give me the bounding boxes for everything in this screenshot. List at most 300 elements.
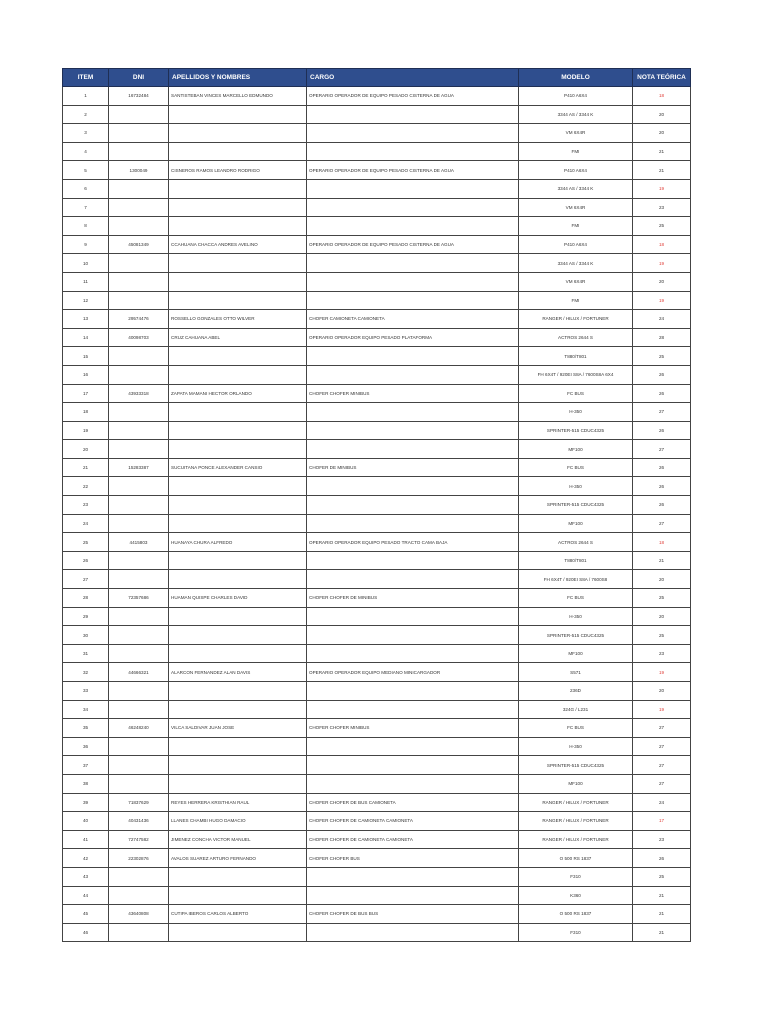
nota-cell: 27	[633, 756, 691, 775]
name-cell: ZAPATA MAMANI HECTOR ORLANDO	[169, 384, 307, 403]
table-body	[63, 87, 691, 942]
nota-cell: 23	[633, 644, 691, 663]
modelo-cell: RANGER / HILUX / FORTUNER	[519, 812, 633, 831]
nota-cell: 25	[633, 626, 691, 645]
name-cell: HUANAYA CHURA ALFREDO	[169, 533, 307, 552]
item-cell: 23	[63, 496, 109, 515]
table-row	[63, 793, 691, 812]
name-cell	[169, 867, 307, 886]
nota-cell: 25	[633, 867, 691, 886]
table-row	[63, 198, 691, 217]
dni-cell: 22302876	[109, 849, 169, 868]
dni-cell: 72747582	[109, 830, 169, 849]
nota-cell: 26	[633, 365, 691, 384]
nota-cell: 27	[633, 440, 691, 459]
table-row	[63, 217, 691, 236]
nota-cell: 25	[633, 217, 691, 236]
name-cell: ROSSELLO GONZALES OTTO WILVER	[169, 310, 307, 329]
item-cell: 3	[63, 124, 109, 143]
nota-cell: 25	[633, 589, 691, 608]
modelo-cell: FC BUS	[519, 719, 633, 738]
cargo-cell: OPERARIO OPERADOR DE EQUIPO PESADO CISTERNA DE AGUA	[307, 87, 519, 106]
name-cell: SANTISTEBAN VINCES MARCELLO EDMUNDO	[169, 87, 307, 106]
cargo-cell	[307, 514, 519, 533]
nota-cell: 20	[633, 607, 691, 626]
item-cell: 15	[63, 347, 109, 366]
item-cell: 38	[63, 774, 109, 793]
name-cell: CCAHUANA CHACCA ANDRES AVELINO	[169, 235, 307, 254]
dni-cell	[109, 644, 169, 663]
modelo-cell: 324G / L231	[519, 700, 633, 719]
name-cell	[169, 124, 307, 143]
cargo-cell: CHOFER CHOFER DE CAMIONETA CAMIONETA	[307, 812, 519, 831]
header-nota: NOTA TEÓRICA	[633, 69, 691, 87]
nota-cell: 20	[633, 682, 691, 701]
header-nombres: APELLIDOS Y NOMBRES	[169, 69, 307, 87]
modelo-cell: H-350	[519, 403, 633, 422]
table-row	[63, 421, 691, 440]
nota-cell: 18	[633, 533, 691, 552]
table-row	[63, 291, 691, 310]
dni-cell	[109, 700, 169, 719]
modelo-cell: MF100	[519, 440, 633, 459]
dni-cell	[109, 886, 169, 905]
table-row	[63, 403, 691, 422]
item-cell: 37	[63, 756, 109, 775]
dni-cell: 72357686	[109, 589, 169, 608]
modelo-cell: FH 6X4T / 920EI S8A / 7600S8	[519, 570, 633, 589]
dni-cell	[109, 179, 169, 198]
table-row	[63, 533, 691, 552]
cargo-cell	[307, 124, 519, 143]
table-row	[63, 179, 691, 198]
dni-cell	[109, 142, 169, 161]
name-cell	[169, 142, 307, 161]
cargo-cell	[307, 347, 519, 366]
nota-cell: 19	[633, 663, 691, 682]
cargo-cell	[307, 644, 519, 663]
dni-cell	[109, 105, 169, 124]
cargo-cell: OPERARIO OPERADOR DE EQUIPO PESADO CISTERNA DE AGUA	[307, 161, 519, 180]
cargo-cell	[307, 496, 519, 515]
modelo-cell: 3344 AS / 3344 K	[519, 254, 633, 273]
item-cell: 44	[63, 886, 109, 905]
nota-cell: 21	[633, 551, 691, 570]
nota-cell: 18	[633, 87, 691, 106]
dni-cell	[109, 477, 169, 496]
modelo-cell: FC BUS	[519, 458, 633, 477]
cargo-cell	[307, 421, 519, 440]
dni-cell: 15283387	[109, 458, 169, 477]
item-cell: 29	[63, 607, 109, 626]
modelo-cell: VM 6X4R	[519, 198, 633, 217]
name-cell	[169, 496, 307, 515]
item-cell: 18	[63, 403, 109, 422]
name-cell	[169, 756, 307, 775]
name-cell	[169, 607, 307, 626]
table-row	[63, 105, 691, 124]
dni-cell	[109, 570, 169, 589]
cargo-cell: CHOFER CHOFER MINIBUS	[307, 384, 519, 403]
item-cell: 36	[63, 737, 109, 756]
item-cell: 19	[63, 421, 109, 440]
nota-cell: 20	[633, 570, 691, 589]
item-cell: 42	[63, 849, 109, 868]
item-cell: 5	[63, 161, 109, 180]
modelo-cell: 3344 AS / 3344 K	[519, 105, 633, 124]
nota-cell: 20	[633, 272, 691, 291]
table-row	[63, 328, 691, 347]
nota-cell: 27	[633, 774, 691, 793]
modelo-cell: O 500 RS 1837	[519, 905, 633, 924]
table-row	[63, 663, 691, 682]
dni-cell	[109, 626, 169, 645]
name-cell	[169, 923, 307, 942]
modelo-cell: FH 6X4T / 920EI S8A / 7600S8A 6X4	[519, 365, 633, 384]
cargo-cell	[307, 365, 519, 384]
cargo-cell	[307, 626, 519, 645]
table-row	[63, 923, 691, 942]
modelo-cell: SPRINTER-515 CDUC4325	[519, 756, 633, 775]
item-cell: 35	[63, 719, 109, 738]
nota-cell: 21	[633, 161, 691, 180]
dni-cell: 46248240	[109, 719, 169, 738]
dni-cell	[109, 867, 169, 886]
item-cell: 11	[63, 272, 109, 291]
modelo-cell: T880/T801	[519, 551, 633, 570]
cargo-cell	[307, 272, 519, 291]
dni-cell	[109, 365, 169, 384]
table-row	[63, 905, 691, 924]
cargo-cell	[307, 179, 519, 198]
table-row	[63, 886, 691, 905]
table-row	[63, 589, 691, 608]
modelo-cell: O 500 RS 1837	[519, 849, 633, 868]
name-cell	[169, 514, 307, 533]
table-row	[63, 365, 691, 384]
results-sheet	[62, 68, 690, 942]
modelo-cell: RANGER / HILUX / FORTUNER	[519, 793, 633, 812]
cargo-cell	[307, 570, 519, 589]
nota-cell: 23	[633, 198, 691, 217]
cargo-cell	[307, 291, 519, 310]
nota-cell: 25	[633, 347, 691, 366]
dni-cell: 45081349	[109, 235, 169, 254]
modelo-cell: K360	[519, 886, 633, 905]
table-row	[63, 830, 691, 849]
cargo-cell: CHOFER CAMIONETA CAMIONETA	[307, 310, 519, 329]
cargo-cell	[307, 142, 519, 161]
modelo-cell: T880/T801	[519, 347, 633, 366]
modelo-cell: ACTROS 2644 S	[519, 533, 633, 552]
table-row	[63, 867, 691, 886]
item-cell: 12	[63, 291, 109, 310]
nota-cell: 21	[633, 923, 691, 942]
nota-cell: 26	[633, 421, 691, 440]
item-cell: 31	[63, 644, 109, 663]
cargo-cell	[307, 737, 519, 756]
item-cell: 4	[63, 142, 109, 161]
modelo-cell: FC BUS	[519, 589, 633, 608]
dni-cell	[109, 291, 169, 310]
name-cell: JIMENEZ CONCHA VICTOR MANUEL	[169, 830, 307, 849]
item-cell: 32	[63, 663, 109, 682]
item-cell: 26	[63, 551, 109, 570]
table-row	[63, 496, 691, 515]
name-cell	[169, 105, 307, 124]
name-cell	[169, 217, 307, 236]
modelo-cell: FMI	[519, 217, 633, 236]
dni-cell	[109, 496, 169, 515]
name-cell	[169, 644, 307, 663]
cargo-cell: CHOFER CHOFER DE BUS CAMIONETA	[307, 793, 519, 812]
cargo-cell: OPERARIO OPERADOR EQUIPO PESADO TRACTO CAMA BAJA	[307, 533, 519, 552]
name-cell	[169, 254, 307, 273]
item-cell: 25	[63, 533, 109, 552]
cargo-cell	[307, 756, 519, 775]
name-cell	[169, 440, 307, 459]
dni-cell	[109, 254, 169, 273]
dni-cell	[109, 217, 169, 236]
modelo-cell: S571	[519, 663, 633, 682]
modelo-cell: F310	[519, 867, 633, 886]
name-cell	[169, 682, 307, 701]
dni-cell	[109, 737, 169, 756]
item-cell: 41	[63, 830, 109, 849]
nota-cell: 19	[633, 700, 691, 719]
cargo-cell	[307, 867, 519, 886]
name-cell	[169, 774, 307, 793]
item-cell: 7	[63, 198, 109, 217]
nota-cell: 20	[633, 124, 691, 143]
dni-cell: 40431436	[109, 812, 169, 831]
header-dni: DNI	[109, 69, 169, 87]
table-row	[63, 161, 691, 180]
modelo-cell: VM 6X4R	[519, 272, 633, 291]
item-cell: 28	[63, 589, 109, 608]
item-cell: 45	[63, 905, 109, 924]
table-row	[63, 607, 691, 626]
modelo-cell: F310	[519, 923, 633, 942]
nota-cell: 24	[633, 793, 691, 812]
table-row	[63, 719, 691, 738]
item-cell: 34	[63, 700, 109, 719]
modelo-cell: H-350	[519, 477, 633, 496]
table-row	[63, 756, 691, 775]
dni-cell	[109, 421, 169, 440]
header-item: ITEM	[63, 69, 109, 87]
table-row	[63, 737, 691, 756]
item-cell: 40	[63, 812, 109, 831]
nota-cell: 21	[633, 905, 691, 924]
nota-cell: 23	[633, 830, 691, 849]
dni-cell	[109, 551, 169, 570]
name-cell	[169, 179, 307, 198]
nota-cell: 24	[633, 310, 691, 329]
name-cell	[169, 700, 307, 719]
nota-cell: 26	[633, 849, 691, 868]
modelo-cell: ACTROS 2644 S	[519, 328, 633, 347]
name-cell: AVALOS SUAREZ ARTURO FERNANDO	[169, 849, 307, 868]
dni-cell: 44666321	[109, 663, 169, 682]
cargo-cell: CHOFER CHOFER DE BUS BUS	[307, 905, 519, 924]
name-cell	[169, 347, 307, 366]
modelo-cell: RANGER / HILUX / FORTUNER	[519, 830, 633, 849]
cargo-cell: OPERARIO OPERADOR EQUIPO MEDIANO MINICARGADOR	[307, 663, 519, 682]
name-cell: CRUZ CAHUANA ABEL	[169, 328, 307, 347]
header-cargo: CARGO	[307, 69, 519, 87]
nota-cell: 27	[633, 514, 691, 533]
cargo-cell	[307, 607, 519, 626]
table-row	[63, 849, 691, 868]
name-cell	[169, 291, 307, 310]
nota-cell: 19	[633, 291, 691, 310]
item-cell: 8	[63, 217, 109, 236]
nota-cell: 17	[633, 812, 691, 831]
item-cell: 9	[63, 235, 109, 254]
item-cell: 39	[63, 793, 109, 812]
nota-cell: 26	[633, 458, 691, 477]
item-cell: 16	[63, 365, 109, 384]
nota-cell: 18	[633, 235, 691, 254]
table-row	[63, 142, 691, 161]
item-cell: 24	[63, 514, 109, 533]
results-table	[62, 68, 691, 942]
table-row	[63, 644, 691, 663]
modelo-cell: SPRINTER-515 CDUC4325	[519, 626, 633, 645]
item-cell: 2	[63, 105, 109, 124]
cargo-cell	[307, 700, 519, 719]
table-row	[63, 124, 691, 143]
name-cell	[169, 403, 307, 422]
modelo-cell: VM 6X4R	[519, 124, 633, 143]
dni-cell	[109, 403, 169, 422]
header-modelo: MODELO	[519, 69, 633, 87]
dni-cell	[109, 514, 169, 533]
name-cell	[169, 198, 307, 217]
nota-cell: 19	[633, 179, 691, 198]
name-cell: REYES HERRERA KRISTHIAN RAUL	[169, 793, 307, 812]
nota-cell: 21	[633, 886, 691, 905]
modelo-cell: MF100	[519, 644, 633, 663]
modelo-cell: H-350	[519, 607, 633, 626]
name-cell	[169, 626, 307, 645]
dni-cell: 43933318	[109, 384, 169, 403]
table-row	[63, 514, 691, 533]
name-cell	[169, 365, 307, 384]
modelo-cell: P410 A6X4	[519, 161, 633, 180]
table-row	[63, 570, 691, 589]
modelo-cell: P410 A6X4	[519, 235, 633, 254]
dni-cell	[109, 347, 169, 366]
item-cell: 46	[63, 923, 109, 942]
name-cell	[169, 737, 307, 756]
cargo-cell	[307, 551, 519, 570]
cargo-cell	[307, 217, 519, 236]
table-row	[63, 235, 691, 254]
modelo-cell: RANGER / HILUX / FORTUNER	[519, 310, 633, 329]
cargo-cell: CHOFER DE MINIBUS	[307, 458, 519, 477]
modelo-cell: H-350	[519, 737, 633, 756]
item-cell: 33	[63, 682, 109, 701]
item-cell: 30	[63, 626, 109, 645]
item-cell: 14	[63, 328, 109, 347]
table-row	[63, 700, 691, 719]
table-row	[63, 812, 691, 831]
name-cell	[169, 272, 307, 291]
dni-cell	[109, 756, 169, 775]
name-cell	[169, 477, 307, 496]
cargo-cell	[307, 403, 519, 422]
dni-cell: 1300049	[109, 161, 169, 180]
modelo-cell: 236D	[519, 682, 633, 701]
name-cell: ALARCON FERNANDEZ ALAN DAVIS	[169, 663, 307, 682]
table-row	[63, 551, 691, 570]
modelo-cell: P410 A6X4	[519, 87, 633, 106]
table-row	[63, 477, 691, 496]
dni-cell: 29574476	[109, 310, 169, 329]
table-row	[63, 310, 691, 329]
nota-cell: 27	[633, 719, 691, 738]
item-cell: 20	[63, 440, 109, 459]
table-row	[63, 254, 691, 273]
table-row	[63, 87, 691, 106]
cargo-cell	[307, 440, 519, 459]
nota-cell: 20	[633, 105, 691, 124]
table-row	[63, 458, 691, 477]
cargo-cell: CHOFER CHOFER BUS	[307, 849, 519, 868]
nota-cell: 27	[633, 403, 691, 422]
item-cell: 21	[63, 458, 109, 477]
table-row	[63, 272, 691, 291]
name-cell: LLANES CHAMBI HUGO DAMACIO	[169, 812, 307, 831]
dni-cell: 16732484	[109, 87, 169, 106]
item-cell: 17	[63, 384, 109, 403]
table-row	[63, 626, 691, 645]
name-cell: VILCA SALDIVAR JUAN JOSE	[169, 719, 307, 738]
item-cell: 13	[63, 310, 109, 329]
cargo-cell	[307, 923, 519, 942]
cargo-cell	[307, 254, 519, 273]
dni-cell	[109, 682, 169, 701]
cargo-cell: CHOFER CHOFER DE CAMIONETA CAMIONETA	[307, 830, 519, 849]
dni-cell	[109, 774, 169, 793]
item-cell: 6	[63, 179, 109, 198]
nota-cell: 19	[633, 254, 691, 273]
dni-cell: 71837629	[109, 793, 169, 812]
item-cell: 1	[63, 87, 109, 106]
nota-cell: 26	[633, 384, 691, 403]
modelo-cell: 3344 AS / 3344 K	[519, 179, 633, 198]
dni-cell	[109, 124, 169, 143]
modelo-cell: MF100	[519, 774, 633, 793]
cargo-cell: OPERARIO OPERADOR DE EQUIPO PESADO CISTERNA DE AGUA	[307, 235, 519, 254]
dni-cell: 40098703	[109, 328, 169, 347]
cargo-cell	[307, 105, 519, 124]
dni-cell	[109, 272, 169, 291]
table-row	[63, 682, 691, 701]
modelo-cell: FMI	[519, 291, 633, 310]
nota-cell: 26	[633, 496, 691, 515]
name-cell	[169, 551, 307, 570]
name-cell	[169, 886, 307, 905]
cargo-cell: CHOFER CHOFER MINIBUS	[307, 719, 519, 738]
table-row	[63, 774, 691, 793]
table-row	[63, 347, 691, 366]
modelo-cell: MF100	[519, 514, 633, 533]
name-cell: SUCUITANA PONCE ALEXANDER CANSIO	[169, 458, 307, 477]
item-cell: 27	[63, 570, 109, 589]
